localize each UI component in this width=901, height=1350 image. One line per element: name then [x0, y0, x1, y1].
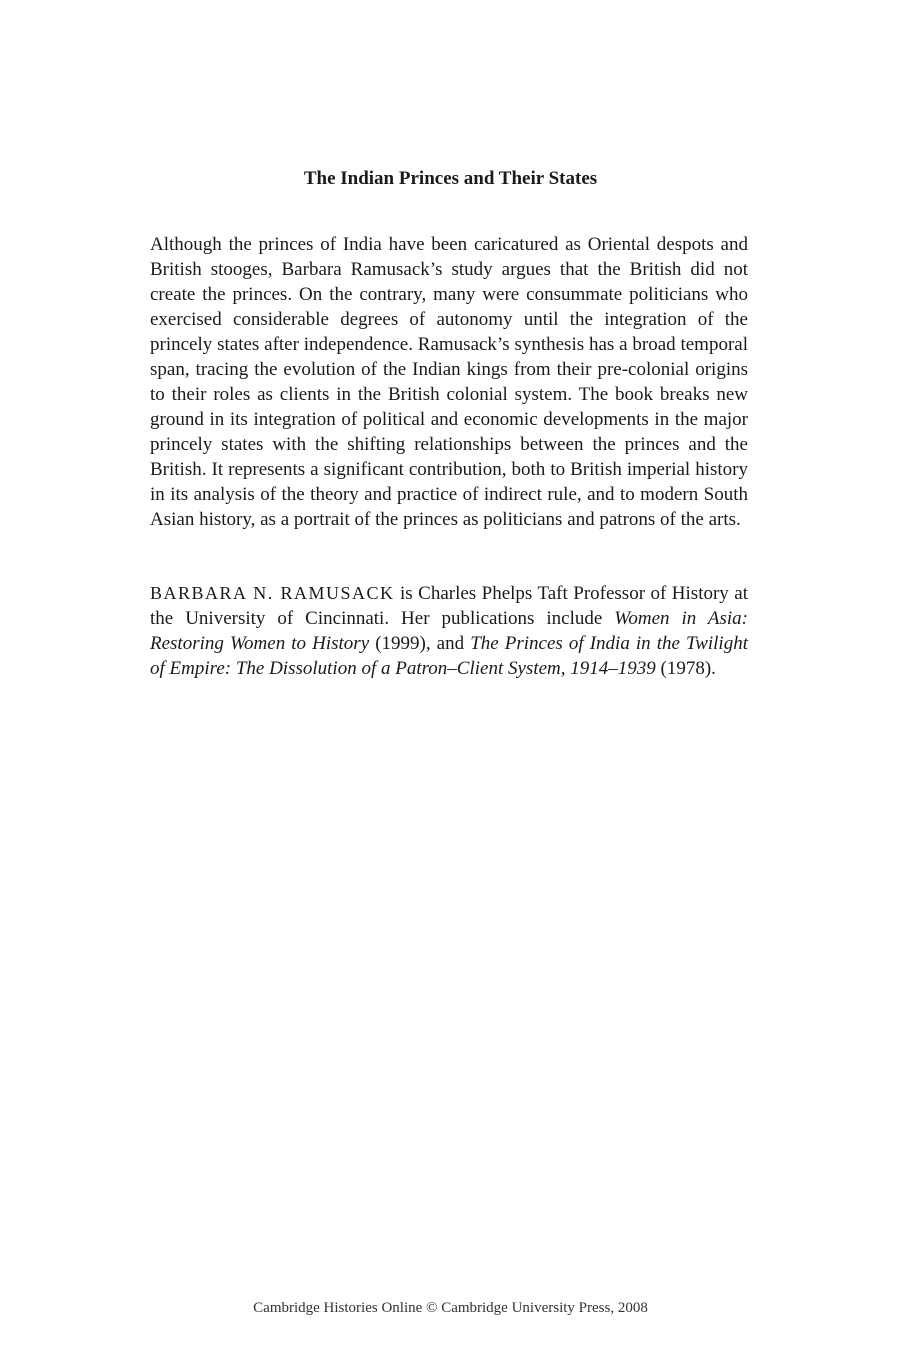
- author-name: BARBARA N. RAMUSACK: [150, 583, 395, 603]
- bio-text-1: is Charles Phelps Taft Professor of History at the University of Cincinnati. Her publications include: [150, 583, 748, 629]
- bio-text-2: (1999), and: [369, 633, 471, 654]
- author-bio: [150, 581, 748, 681]
- book-title-women-in-asia: Women in Asia: Restoring Women to History: [150, 608, 749, 654]
- page-title: The Indian Princes and Their States: [303, 168, 598, 189]
- book-title-princes-of-india: The Princes of India in the Twilight of Empire: The Dissolution of a Patron–Client System, 1914–1939: [150, 633, 748, 679]
- bio-text-3: (1978).: [655, 658, 716, 679]
- copyright-footer: Cambridge Histories Online © Cambridge University Press, 2008: [253, 1300, 648, 1316]
- book-description: Although the princes of India have been caricatured as Oriental despots and British stooges, Barbara Ramusack’s study argues that the British did not create the princes. On the contrary, many were consummate politicians who exercised considerable degrees of autonomy until the integration of the princely states after independence. Ramusack’s synthesis has a broad temporal span, tracing the evolution of the Indian kings from their pre-colonial origins to their roles as clients in the British colonial system. The book breaks new ground in its integration of political and economic developments in the major princely states with the shifting relationships between the princes and the British. It represents a significant contribution, both to British imperial history in its analysis of the theory and practice of indirect rule, and to modern South Asian history, as a portrait of the princes as politicians and patrons of the arts.: [150, 234, 748, 530]
